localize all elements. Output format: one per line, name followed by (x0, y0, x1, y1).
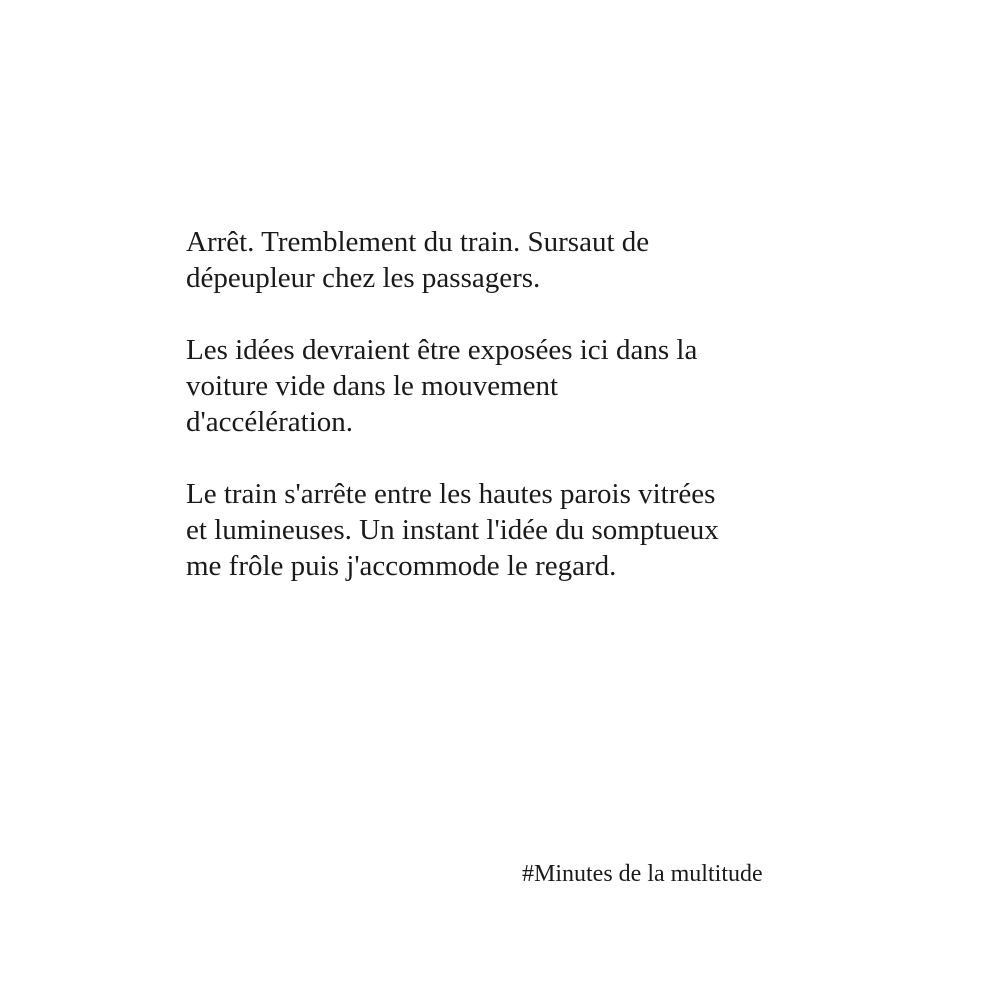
paragraph-line: dépeupleur chez les passagers. (186, 262, 541, 294)
paragraph-line: Le train s'arrête entre les hautes parois vitrées (186, 478, 716, 510)
paragraph-line: d'accélération. (186, 406, 354, 438)
paragraph-line: Arrêt. Tremblement du train. Sursaut de (186, 226, 650, 258)
paragraph-1 (186, 224, 826, 296)
text-block (186, 224, 826, 584)
paragraph-line: Les idées devraient être exposées ici dans la (186, 334, 698, 366)
paragraph-line: et lumineuses. Un instant l'idée du somptueux (186, 514, 719, 546)
paragraph-3 (186, 476, 826, 584)
hashtag-signature: #Minutes de la multitude (522, 861, 763, 887)
paragraph-line: voiture vide dans le mouvement (186, 370, 559, 402)
paragraph-line: me frôle puis j'accommode le regard. (186, 550, 617, 582)
paragraph-2 (186, 332, 826, 440)
